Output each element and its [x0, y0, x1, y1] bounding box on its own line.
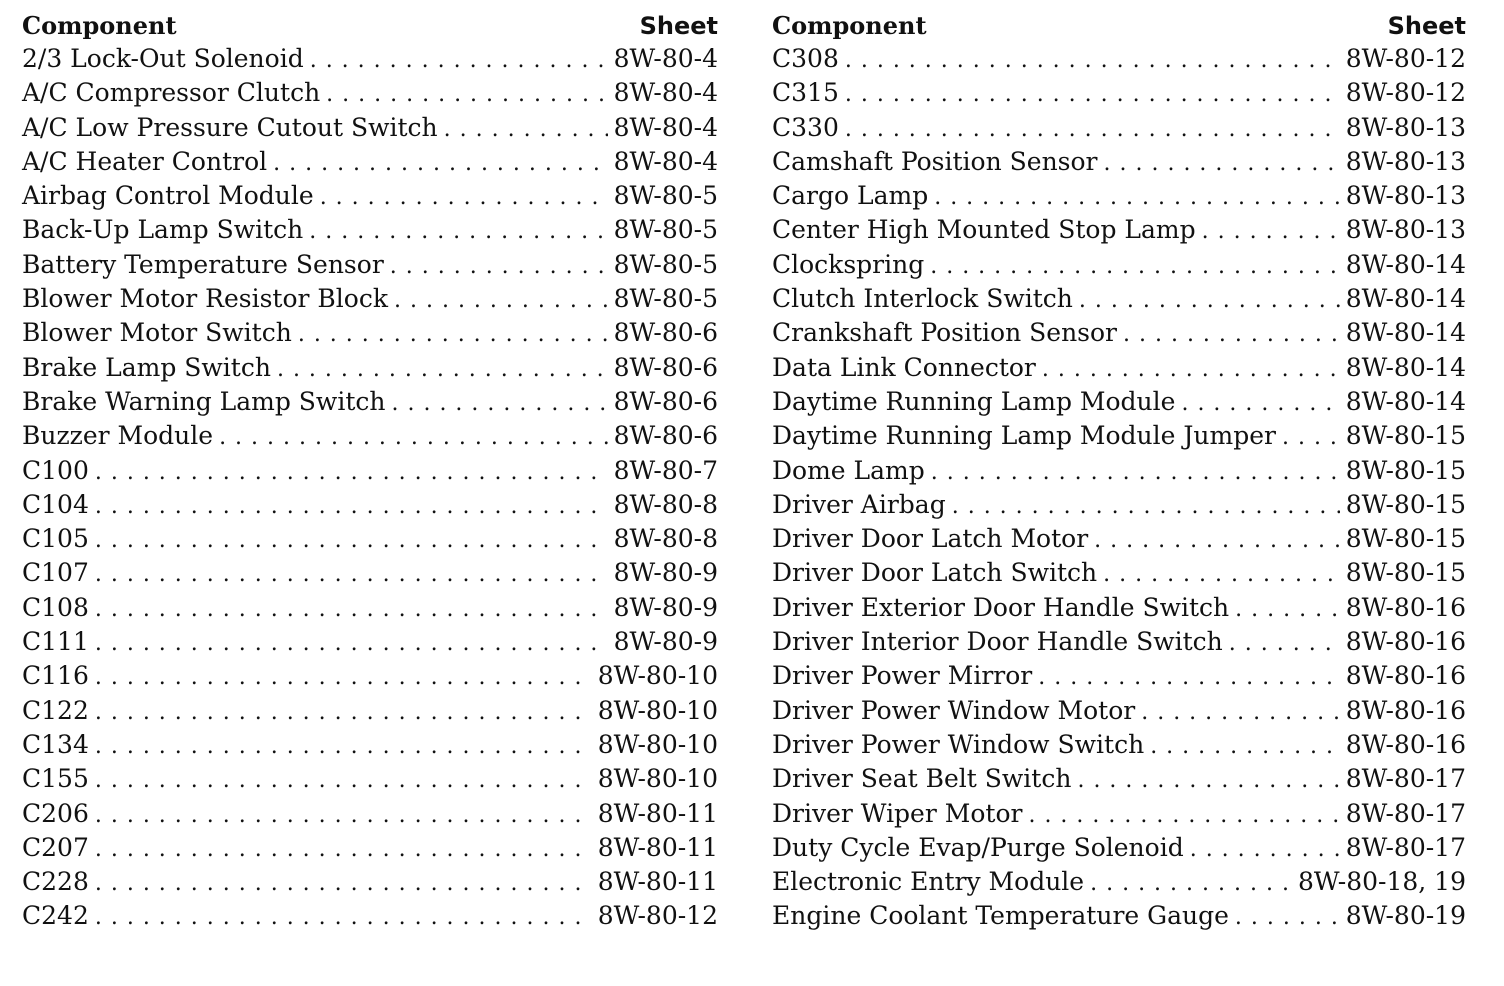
right-column [772, 6, 1466, 934]
dot-leader [444, 113, 608, 147]
dot-leader [95, 558, 608, 592]
dot-leader [219, 421, 608, 455]
component-name: A/C Compressor Clutch [22, 78, 321, 108]
component-name: Daytime Running Lamp Module [772, 386, 1176, 416]
list-item [22, 385, 718, 419]
dot-leader [1079, 284, 1340, 318]
list-item [772, 213, 1466, 247]
dot-leader [320, 181, 608, 215]
component-name: Driver Power Window Switch [772, 729, 1145, 759]
sheet-ref: 8W-80-5 [613, 181, 718, 211]
dot-leader [1150, 730, 1340, 764]
list-item [22, 797, 718, 831]
list-item [772, 659, 1466, 693]
list-item [22, 591, 718, 625]
list-item [772, 762, 1466, 796]
component-name: C308 [772, 44, 839, 73]
sheet-ref: 8W-80-14 [1345, 249, 1466, 279]
dot-leader [391, 387, 607, 421]
component-name: Driver Power Mirror [772, 661, 1033, 691]
list-item [772, 865, 1466, 899]
left-header [22, 6, 718, 40]
component-name: C107 [22, 558, 89, 588]
dot-leader [1090, 867, 1292, 901]
sheet-ref: 8W-80-11 [597, 832, 718, 862]
list-item [22, 831, 718, 865]
dot-leader [95, 661, 592, 695]
component-name: Driver Seat Belt Switch [772, 764, 1072, 794]
sheet-ref: 8W-80-16 [1345, 729, 1466, 759]
sheet-ref: 8W-80-14 [1345, 386, 1466, 416]
dot-leader [845, 44, 1340, 78]
sheet-ref: 8W-80-13 [1345, 215, 1466, 245]
dot-leader [326, 78, 607, 112]
component-name: C155 [22, 764, 89, 794]
sheet-ref: 8W-80-17 [1345, 764, 1466, 794]
sheet-ref: 8W-80-12 [1345, 44, 1466, 73]
list-item [772, 625, 1466, 659]
list-item [22, 248, 718, 282]
component-name: Brake Warning Lamp Switch [22, 386, 386, 416]
dot-leader [1038, 661, 1339, 695]
sheet-ref: 8W-80-11 [597, 798, 718, 828]
dot-leader [1028, 799, 1339, 833]
list-item [22, 454, 718, 488]
left-list [22, 42, 718, 934]
dot-leader [1103, 558, 1340, 592]
list-item [772, 179, 1466, 213]
component-name: Engine Coolant Temperature Gauge [772, 901, 1229, 931]
component-name: Camshaft Position Sensor [772, 146, 1098, 176]
sheet-ref: 8W-80-16 [1345, 592, 1466, 622]
list-item [22, 728, 718, 762]
dot-leader [1181, 387, 1339, 421]
list-item [772, 76, 1466, 110]
list-item [772, 111, 1466, 145]
right-list [772, 42, 1466, 934]
list-item [22, 179, 718, 213]
list-item [772, 488, 1466, 522]
sheet-ref: 8W-80-15 [1345, 524, 1466, 554]
component-name: Blower Motor Resistor Block [22, 284, 388, 314]
dot-leader [390, 250, 608, 284]
sheet-ref: 8W-80-13 [1345, 112, 1466, 142]
component-name: A/C Heater Control [22, 146, 268, 176]
sheet-ref: 8W-80-14 [1345, 318, 1466, 348]
component-name: C330 [772, 112, 839, 142]
component-name: C134 [22, 729, 89, 759]
component-name: Driver Door Latch Motor [772, 524, 1089, 554]
component-header: Component [772, 11, 927, 40]
list-item [22, 762, 718, 796]
dot-leader [95, 456, 608, 490]
list-item [772, 591, 1466, 625]
dot-leader [1229, 627, 1340, 661]
component-name: Clutch Interlock Switch [772, 284, 1073, 314]
list-item [772, 282, 1466, 316]
list-item [22, 556, 718, 590]
component-name: C116 [22, 661, 89, 691]
list-item [22, 76, 718, 110]
component-name: Driver Door Latch Switch [772, 558, 1098, 588]
dot-leader [309, 215, 607, 249]
sheet-ref: 8W-80-4 [613, 78, 718, 108]
dot-leader [95, 799, 592, 833]
list-item [772, 248, 1466, 282]
sheet-ref: 8W-80-19 [1345, 901, 1466, 931]
dot-leader [310, 44, 608, 78]
dot-leader [394, 284, 608, 318]
component-name: Driver Exterior Door Handle Switch [772, 592, 1230, 622]
dot-leader [934, 181, 1339, 215]
component-name: C104 [22, 489, 89, 519]
sheet-ref: 8W-80-4 [613, 146, 718, 176]
dot-leader [95, 696, 592, 730]
component-name: Electronic Entry Module [772, 867, 1085, 897]
sheet-ref: 8W-80-8 [613, 489, 718, 519]
sheet-ref: 8W-80-18, 19 [1297, 867, 1466, 897]
dot-leader [1190, 833, 1340, 867]
right-header [772, 6, 1466, 40]
list-item [772, 899, 1466, 933]
list-item [22, 625, 718, 659]
dot-leader [1094, 524, 1340, 558]
list-item [772, 831, 1466, 865]
dot-leader [95, 901, 592, 935]
dot-leader [95, 867, 592, 901]
sheet-ref: 8W-80-7 [613, 455, 718, 485]
list-item [22, 42, 718, 76]
component-name: Center High Mounted Stop Lamp [772, 215, 1196, 245]
list-item [22, 316, 718, 350]
sheet-ref: 8W-80-9 [613, 592, 718, 622]
dot-leader [930, 250, 1339, 284]
component-name: Daytime Running Lamp Module Jumper [772, 421, 1276, 451]
component-name: C105 [22, 524, 89, 554]
list-item [22, 659, 718, 693]
dot-leader [1123, 318, 1340, 352]
sheet-ref: 8W-80-15 [1345, 455, 1466, 485]
dot-leader [95, 524, 608, 558]
dot-leader [95, 490, 608, 524]
sheet-ref: 8W-80-5 [613, 284, 718, 314]
sheet-header: Sheet [639, 12, 718, 40]
component-name: C228 [22, 867, 89, 897]
list-item [772, 351, 1466, 385]
sheet-ref: 8W-80-10 [597, 695, 718, 725]
dot-leader [95, 764, 592, 798]
component-name: Airbag Control Module [22, 181, 314, 211]
list-item [22, 899, 718, 933]
dot-leader [95, 730, 592, 764]
list-item [22, 351, 718, 385]
dot-leader [1077, 764, 1339, 798]
component-name: Back-Up Lamp Switch [22, 215, 304, 245]
component-name: Crankshaft Position Sensor [772, 318, 1117, 348]
sheet-ref: 8W-80-6 [613, 421, 718, 451]
list-item [22, 488, 718, 522]
list-item [772, 797, 1466, 831]
sheet-ref: 8W-80-13 [1345, 146, 1466, 176]
component-name: C315 [772, 78, 839, 108]
list-item [772, 42, 1466, 76]
component-name: Blower Motor Switch [22, 318, 292, 348]
dot-leader [931, 456, 1340, 490]
component-header: Component [22, 11, 177, 40]
component-name: Clockspring [772, 249, 925, 279]
sheet-ref: 8W-80-14 [1345, 284, 1466, 314]
list-item [772, 454, 1466, 488]
component-name: C108 [22, 592, 89, 622]
list-item [772, 419, 1466, 453]
list-item [772, 556, 1466, 590]
component-name: Brake Lamp Switch [22, 352, 271, 382]
sheet-ref: 8W-80-11 [597, 867, 718, 897]
sheet-ref: 8W-80-16 [1345, 695, 1466, 725]
list-item [22, 213, 718, 247]
component-name: C242 [22, 901, 89, 931]
list-item [22, 282, 718, 316]
sheet-header: Sheet [1387, 12, 1466, 40]
sheet-ref: 8W-80-9 [613, 627, 718, 657]
component-name: C206 [22, 798, 89, 828]
sheet-ref: 8W-80-5 [613, 249, 718, 279]
component-name: Data Link Connector [772, 352, 1036, 382]
dot-leader [277, 353, 608, 387]
component-name: Battery Temperature Sensor [22, 249, 384, 279]
sheet-ref: 8W-80-15 [1345, 489, 1466, 519]
component-name: C122 [22, 695, 89, 725]
component-name: Buzzer Module [22, 421, 214, 451]
dot-leader [845, 113, 1340, 147]
component-name: A/C Low Pressure Cutout Switch [22, 112, 438, 142]
dot-leader [273, 147, 607, 181]
list-item [772, 728, 1466, 762]
sheet-ref: 8W-80-4 [613, 112, 718, 142]
sheet-ref: 8W-80-16 [1345, 627, 1466, 657]
left-column [22, 6, 718, 934]
dot-leader [1235, 901, 1340, 935]
list-item [22, 145, 718, 179]
dot-leader [298, 318, 608, 352]
sheet-ref: 8W-80-12 [597, 901, 718, 931]
sheet-ref: 8W-80-16 [1345, 661, 1466, 691]
component-name: C111 [22, 627, 89, 657]
dot-leader [95, 627, 608, 661]
component-name: Dome Lamp [772, 455, 925, 485]
dot-leader [1282, 421, 1340, 455]
component-name: Duty Cycle Evap/Purge Solenoid [772, 832, 1184, 862]
dot-leader [952, 490, 1340, 524]
list-item [22, 865, 718, 899]
sheet-ref: 8W-80-17 [1345, 798, 1466, 828]
sheet-ref: 8W-80-6 [613, 318, 718, 348]
sheet-ref: 8W-80-10 [597, 764, 718, 794]
dot-leader [1202, 215, 1340, 249]
sheet-ref: 8W-80-15 [1345, 421, 1466, 451]
dot-leader [1104, 147, 1340, 181]
sheet-ref: 8W-80-10 [597, 661, 718, 691]
component-name: C207 [22, 832, 89, 862]
sheet-ref: 8W-80-8 [613, 524, 718, 554]
sheet-ref: 8W-80-4 [613, 44, 718, 73]
dot-leader [95, 593, 608, 627]
component-name: Driver Power Window Motor [772, 695, 1136, 725]
dot-leader [95, 833, 592, 867]
list-item [772, 694, 1466, 728]
component-name: C100 [22, 455, 89, 485]
list-item [22, 111, 718, 145]
list-item [772, 145, 1466, 179]
sheet-ref: 8W-80-17 [1345, 832, 1466, 862]
component-name: Driver Interior Door Handle Switch [772, 627, 1223, 657]
dot-leader [1235, 593, 1340, 627]
list-item [772, 522, 1466, 556]
dot-leader [1042, 353, 1340, 387]
sheet-ref: 8W-80-10 [597, 729, 718, 759]
component-name: Cargo Lamp [772, 181, 929, 211]
list-item [22, 694, 718, 728]
dot-leader [1141, 696, 1339, 730]
component-name: 2/3 Lock-Out Solenoid [22, 44, 304, 73]
sheet-ref: 8W-80-12 [1345, 78, 1466, 108]
sheet-ref: 8W-80-14 [1345, 352, 1466, 382]
component-name: Driver Airbag [772, 489, 946, 519]
sheet-ref: 8W-80-9 [613, 558, 718, 588]
list-item [22, 522, 718, 556]
sheet-ref: 8W-80-13 [1345, 181, 1466, 211]
component-name: Driver Wiper Motor [772, 798, 1023, 828]
sheet-ref: 8W-80-6 [613, 352, 718, 382]
dot-leader [845, 78, 1340, 112]
list-item [772, 316, 1466, 350]
sheet-ref: 8W-80-6 [613, 386, 718, 416]
list-item [22, 419, 718, 453]
sheet-ref: 8W-80-5 [613, 215, 718, 245]
sheet-ref: 8W-80-15 [1345, 558, 1466, 588]
list-item [772, 385, 1466, 419]
